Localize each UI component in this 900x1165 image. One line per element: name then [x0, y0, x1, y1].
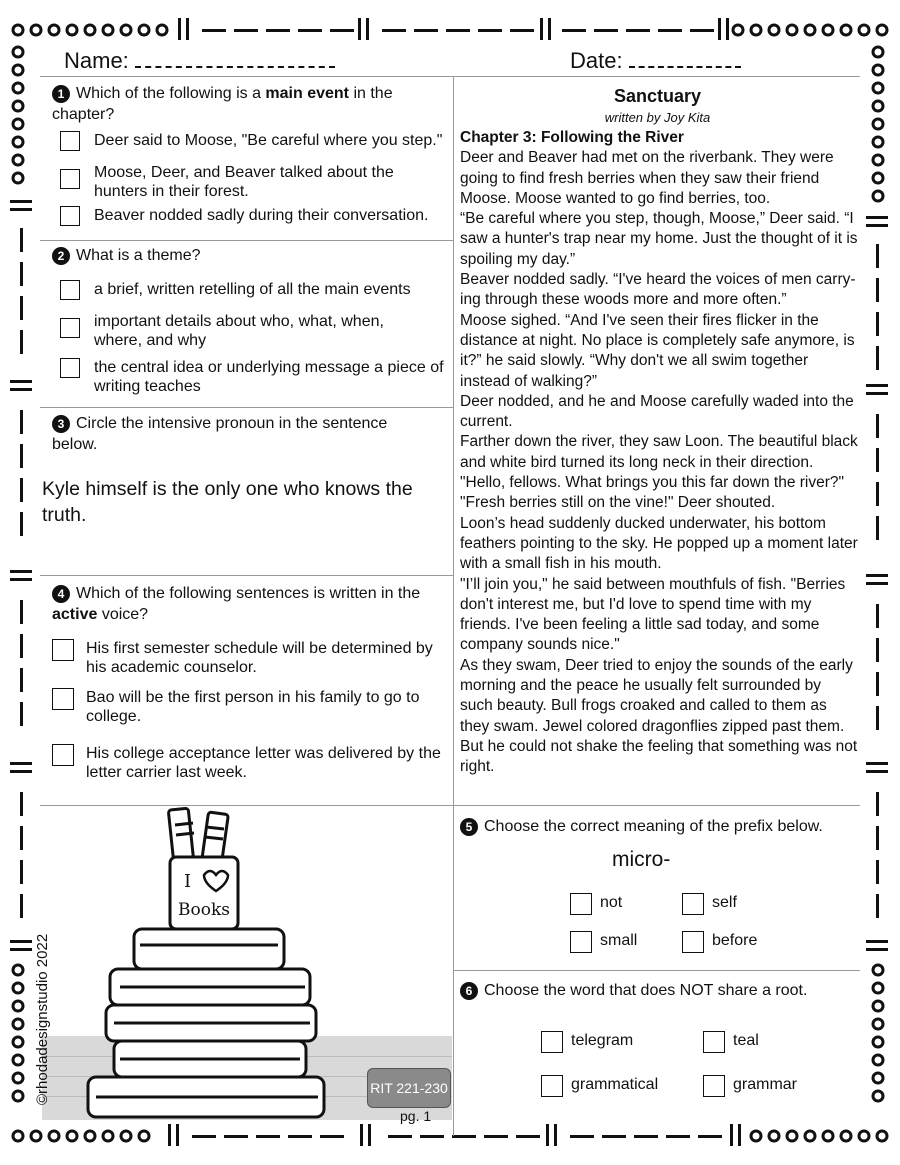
story-paragraph: "Hello, fellows. What brings you this far down the river?"	[460, 474, 845, 492]
q6-option-grammar[interactable]: grammar	[703, 1075, 797, 1097]
story-body	[460, 128, 858, 778]
q3-number: 3	[52, 415, 70, 433]
q1-prompt: 1 Which of the following is a main event in the chapter?	[52, 85, 393, 123]
story-paragraph: But he could not shake the feeling that something was not right.	[460, 737, 858, 776]
q3-prompt: 3 Circle the intensive pronoun in the sentence below.	[52, 415, 388, 453]
q5-option-not[interactable]: not	[570, 893, 622, 915]
q1-divider	[40, 240, 453, 241]
q2-option-3[interactable]: the central idea or underlying message a piece of writing teaches	[60, 358, 445, 396]
rit-badge: RIT 221-230	[367, 1068, 451, 1108]
q6-number: 6	[460, 982, 478, 1000]
q2-prompt: 2 What is a theme?	[52, 245, 442, 266]
page-number: pg. 1	[400, 1108, 432, 1124]
story-title: Sanctuary	[613, 86, 702, 106]
story-paragraph: Deer and Beaver had met on the riverbank. They were going to find fresh berries when they saw their friend Moose. Moose wanted to go find berries, too.	[460, 149, 834, 207]
q1-option-2[interactable]: Moose, Deer, and Beaver talked about the hunters in their forest.	[60, 163, 445, 201]
story-paragraph: As they swam, Deer tried to enjoy the sounds of the early morning and the peace he usually felt surrounded by such beauty. Bull frogs croaked and called to them as they swam. Jewel colored dragonflies zipped past them.	[460, 656, 853, 735]
story-chapter: Chapter 3: Following the River	[460, 129, 684, 146]
name-line[interactable]	[135, 58, 335, 68]
q6-checkbox-3[interactable]	[541, 1075, 563, 1097]
q2-option-1[interactable]: a brief, written retelling of all the main events	[60, 280, 445, 300]
q5-checkbox-1[interactable]	[570, 893, 592, 915]
q2-checkbox-1[interactable]	[60, 280, 80, 300]
q2-checkbox-2[interactable]	[60, 318, 80, 338]
name-field[interactable]	[64, 48, 335, 74]
q6-option-grammatical[interactable]: grammatical	[541, 1075, 658, 1097]
q1-option-3[interactable]: Beaver nodded sadly during their conversation.	[60, 206, 450, 226]
books-clipart	[80, 795, 340, 1125]
q5-prompt: 5 Choose the correct meaning of the prefix below.	[460, 816, 855, 837]
q4-number: 4	[52, 585, 70, 603]
q6-option-teal[interactable]: teal	[703, 1031, 759, 1053]
right-border-decoration	[860, 40, 894, 1120]
q2-option-2[interactable]: important details about who, what, when, where, and why	[60, 312, 390, 350]
mug-text-books: Books	[178, 900, 230, 920]
q5-divider	[453, 970, 860, 971]
q1-checkbox-2[interactable]	[60, 169, 80, 189]
story-paragraph: Beaver nodded sadly. “I've heard the voices of men carry-ing through these woods more and more often.”	[460, 271, 856, 309]
name-label: Name:	[64, 48, 129, 73]
q3-divider	[40, 575, 453, 576]
q4-checkbox-2[interactable]	[52, 688, 74, 710]
center-divider	[453, 76, 454, 1136]
q5-number: 5	[460, 818, 478, 836]
q5-prefix: micro-	[612, 848, 671, 871]
q1-checkbox-1[interactable]	[60, 131, 80, 151]
right-border-svg	[860, 40, 894, 1120]
mug-text-i: I	[184, 871, 192, 892]
top-border-decoration	[10, 12, 890, 46]
q6-option-telegram[interactable]: telegram	[541, 1031, 633, 1053]
q3-sentence[interactable]: Kyle himself is the only one who knows the truth.	[42, 478, 413, 526]
q1-checkbox-3[interactable]	[60, 206, 80, 226]
q5-checkbox-3[interactable]	[570, 931, 592, 953]
q2-number: 2	[52, 247, 70, 265]
q2-divider	[40, 407, 453, 408]
q5-option-self[interactable]: self	[682, 893, 737, 915]
story-paragraph: Moose sighed. “And I've seen their fires flicker in the distance at night. No place is completely safe anymore, is it?” he said slowly. “Why don't we all swim together instead of walking?”	[460, 311, 855, 390]
q4-checkbox-3[interactable]	[52, 744, 74, 766]
date-line[interactable]	[629, 58, 741, 68]
top-border-svg	[10, 12, 890, 46]
story-paragraph: “Be careful where you step, though, Moose,” Deer said. “I saw a hunter's trap near my home. Just the thought of it is spoiling my day.”	[460, 210, 858, 268]
q5-option-before[interactable]: before	[682, 931, 757, 953]
date-label: Date:	[570, 48, 623, 73]
q5-option-small[interactable]: small	[570, 931, 637, 953]
q6-checkbox-4[interactable]	[703, 1075, 725, 1097]
q6-prompt: 6 Choose the word that does NOT share a root.	[460, 980, 855, 1001]
story-author: written by Joy Kita	[604, 110, 711, 125]
header-divider	[40, 76, 860, 77]
story-paragraph: Loon’s head suddenly ducked underwater, his bottom feathers pointing to the sky. He popped up a moment later with a small fish in his mouth.	[460, 514, 858, 573]
q1-number: 1	[52, 85, 70, 103]
date-field[interactable]	[570, 48, 741, 74]
q5-checkbox-2[interactable]	[682, 893, 704, 915]
q4-checkbox-1[interactable]	[52, 639, 74, 661]
q1-option-1[interactable]: Deer said to Moose, "Be careful where you step."	[60, 131, 445, 151]
copyright-text: ©rhodadesignstudio 2022	[34, 933, 51, 1105]
story-paragraph: "Fresh berries still on the vine!" Deer shouted.	[460, 494, 776, 512]
story-paragraph: Deer nodded, and he and Moose carefully waded into the current.	[460, 392, 854, 431]
q6-checkbox-1[interactable]	[541, 1031, 563, 1053]
story-paragraph: Farther down the river, they saw Loon. The beautiful black and white bird turned its long neck in their direction.	[460, 433, 858, 471]
q4-prompt: 4 Which of the following sentences is written in the active voice?	[52, 585, 421, 623]
q4-option-1[interactable]: His first semester schedule will be determined by his academic counselor.	[52, 639, 452, 677]
q4-option-2[interactable]: Bao will be the first person in his family to go to college.	[52, 688, 442, 726]
story-paragraph: "I’ll join you," he said between mouthfuls of fish. "Berries don't interest me, but I'd love to spend time with my friends. I've been feeling a little sad today, and some company sounds nice."	[460, 575, 846, 654]
q2-checkbox-3[interactable]	[60, 358, 80, 378]
q6-checkbox-2[interactable]	[703, 1031, 725, 1053]
q5-checkbox-4[interactable]	[682, 931, 704, 953]
q4-option-3[interactable]: His college acceptance letter was delivered by the letter carrier last week.	[52, 744, 452, 782]
